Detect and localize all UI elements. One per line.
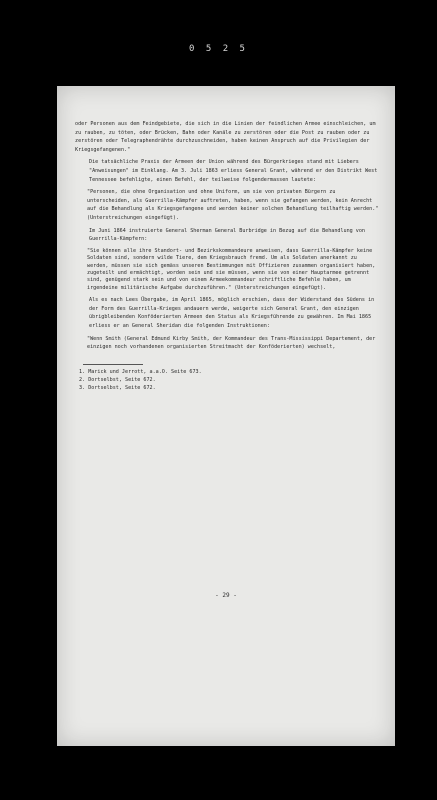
footnote-3: 3. Dortselbst, Seite 672. — [79, 384, 156, 391]
paragraph-3: Im Juni 1864 instruierte General Sherman General Burbridge in Bezug auf die Behandlung von Guerrilla-Kämpfern: — [89, 227, 366, 243]
footnote-separator — [83, 364, 143, 365]
paragraph-2: Die tatsächliche Praxis der Armeen der Union während des Bürgerkrieges stand mit Liebers "Anweisungen" im Einklang. Am 3. Juli 1863 erliess General Grant, während er den Distrikt West Tennessee befehligte, einen Befehl, der teilweise folgendermassen lautete: — [89, 159, 378, 183]
quote-grant-sheridan: "Wenn Smith (General Edmund Kirby Smith, der Kommandeur des Trans-Mississippi Departement, der einzigen noch vorhandenen organisierten Streitmacht der Konföderierten) wechselt, — [87, 335, 376, 351]
footnote-1: 1. Marick und Jerrott, a.a.O. Seite 673. — [79, 368, 202, 375]
footnote-2: 2. Dortselbst, Seite 672. — [79, 376, 156, 383]
document-body — [75, 120, 379, 392]
document-page — [57, 86, 395, 746]
footnotes — [75, 364, 379, 392]
page-number: - 29 - — [215, 592, 237, 599]
frame-code: 0 5 2 5 — [189, 44, 248, 54]
paragraph-1: oder Personen aus dem Feindgebiete, die sich in die Linien der feindlichen Armee einschleichen, um zu rauben, zu töten, oder Brücken, Bahn oder Kanäle zu zerstören oder die Post zu rauben oder zu zerstören oder Telegraphendrähte durchzuschneiden, haben keinen Anspruch auf die Privilegien der Kriegsgefangenen." — [75, 121, 376, 153]
paragraph-4: Als es nach Lees Übergabe, im April 1865, möglich erschien, dass der Widerstand des Südens in der Form des Guerrilla-Krieges andauern werde, weigerte sich General Grant, den einzigen übrigbleibenden Konföderierten Armeen den Status als Kriegsführende zu gewähren. Im Mai 1865 erliess er an General Sheridan die folgenden Instruktionen: — [89, 297, 375, 329]
quote-grant: "Personen, die ohne Organisation und ohne Uniform, um sie von privaten Bürgern zu unterscheiden, als Guerrilla-Kämpfer auftreten, haben, wenn sie gefangen werden, kein Anrecht auf die Behandlung als Kriegsgefangene und werden keiner solchen Behandlung teilhaftig werden." (Unterstreichungen eingefügt). — [87, 189, 379, 221]
quote-sherman: "Sie können alle ihre Standort- und Bezirkskommandeure anweisen, dass Guerrilla-Kämpfer keine Soldaten sind, sondern wilde Tiere, dem Kriegsbrauch fremd. Um als Soldaten anerkannt zu werden, müssen sie sich gemäss unseren Bestimmungen mit Offizieren zusammen organisiert haben, zugeteilt und ermächtigt, worden sein und sie müssen, wenn sie von einer Hauptarmee getrennt sind, genügend stark sein und von einem Armeekommandeur schriftliche Befehle haben, um irgendeine militärische Aufgabe durchzuführen." (Unterstreichungen eingefügt). — [87, 247, 376, 291]
